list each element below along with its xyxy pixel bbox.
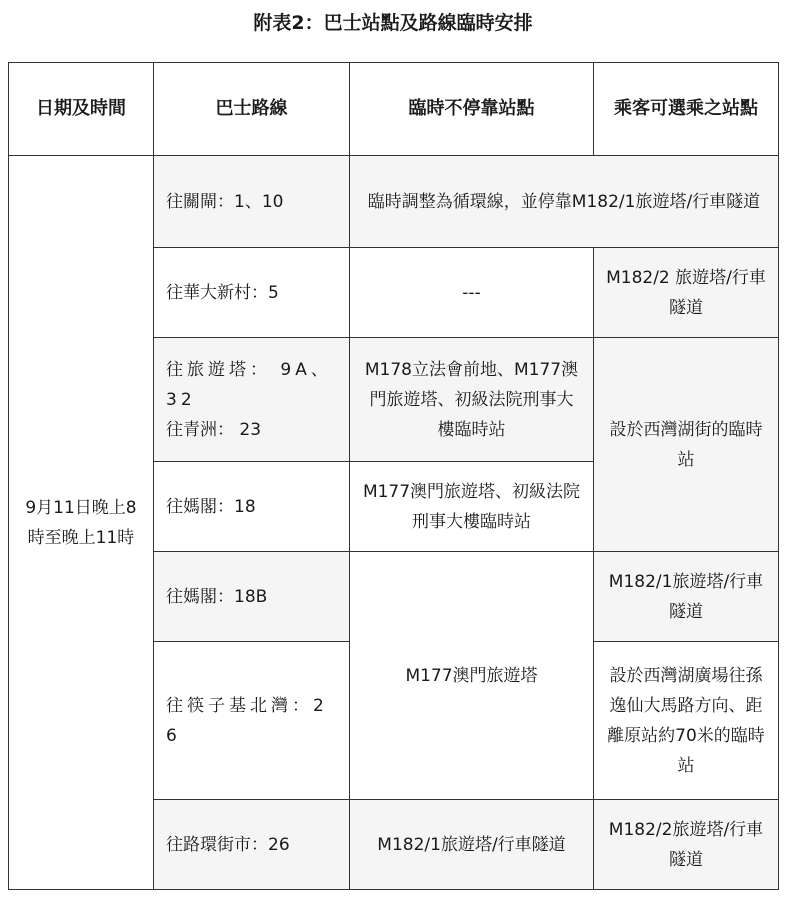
route-cell: 往關閘：1、10 — [154, 156, 350, 248]
no-stop-cell-shared: M177澳門旅遊塔 — [350, 552, 594, 800]
route-line: 往旅遊塔： 9A、32 — [166, 359, 332, 410]
route-cell: 往媽閣：18B — [154, 552, 350, 642]
route-cell: 往華大新村：5 — [154, 248, 350, 338]
route-cell: 往媽閣：18 — [154, 462, 350, 552]
table-row — [9, 156, 779, 248]
bus-arrangement-table — [8, 62, 779, 890]
options-cell: 設於西灣湖廣場往孫逸仙大馬路方向、距離原站約70米的臨時站 — [594, 642, 779, 800]
route-cell — [154, 338, 350, 462]
header-options: 乘客可選乘之站點 — [594, 63, 779, 156]
route-line: 往青洲： 23 — [166, 419, 262, 440]
no-stop-cell: M177澳門旅遊塔、初級法院刑事大樓臨時站 — [350, 462, 594, 552]
header-no-stop: 臨時不停靠站點 — [350, 63, 594, 156]
route-cell: 往路環街市：26 — [154, 800, 350, 890]
no-stop-cell: M178立法會前地、M177澳門旅遊塔、初級法院刑事大樓臨時站 — [350, 338, 594, 462]
options-cell: M182/2旅遊塔/行車隧道 — [594, 800, 779, 890]
options-cell: M182/1旅遊塔/行車隧道 — [594, 552, 779, 642]
date-time-cell: 9月11日晚上8時至晚上11時 — [9, 156, 154, 890]
table-header-row — [9, 63, 779, 156]
options-cell: M182/2 旅遊塔/行車隧道 — [594, 248, 779, 338]
merged-arrangement-cell: 臨時調整為循環線，並停靠M182/1旅遊塔/行車隧道 — [350, 156, 779, 248]
route-cell: 往筷子基北灣：26 — [154, 642, 350, 800]
header-route: 巴士路線 — [154, 63, 350, 156]
options-cell-shared: 設於西灣湖街的臨時站 — [594, 338, 779, 552]
no-stop-cell: --- — [350, 248, 594, 338]
no-stop-cell: M182/1旅遊塔/行車隧道 — [350, 800, 594, 890]
page-title: 附表2：巴士站點及路線臨時安排 — [253, 12, 533, 34]
header-date: 日期及時間 — [9, 63, 154, 156]
